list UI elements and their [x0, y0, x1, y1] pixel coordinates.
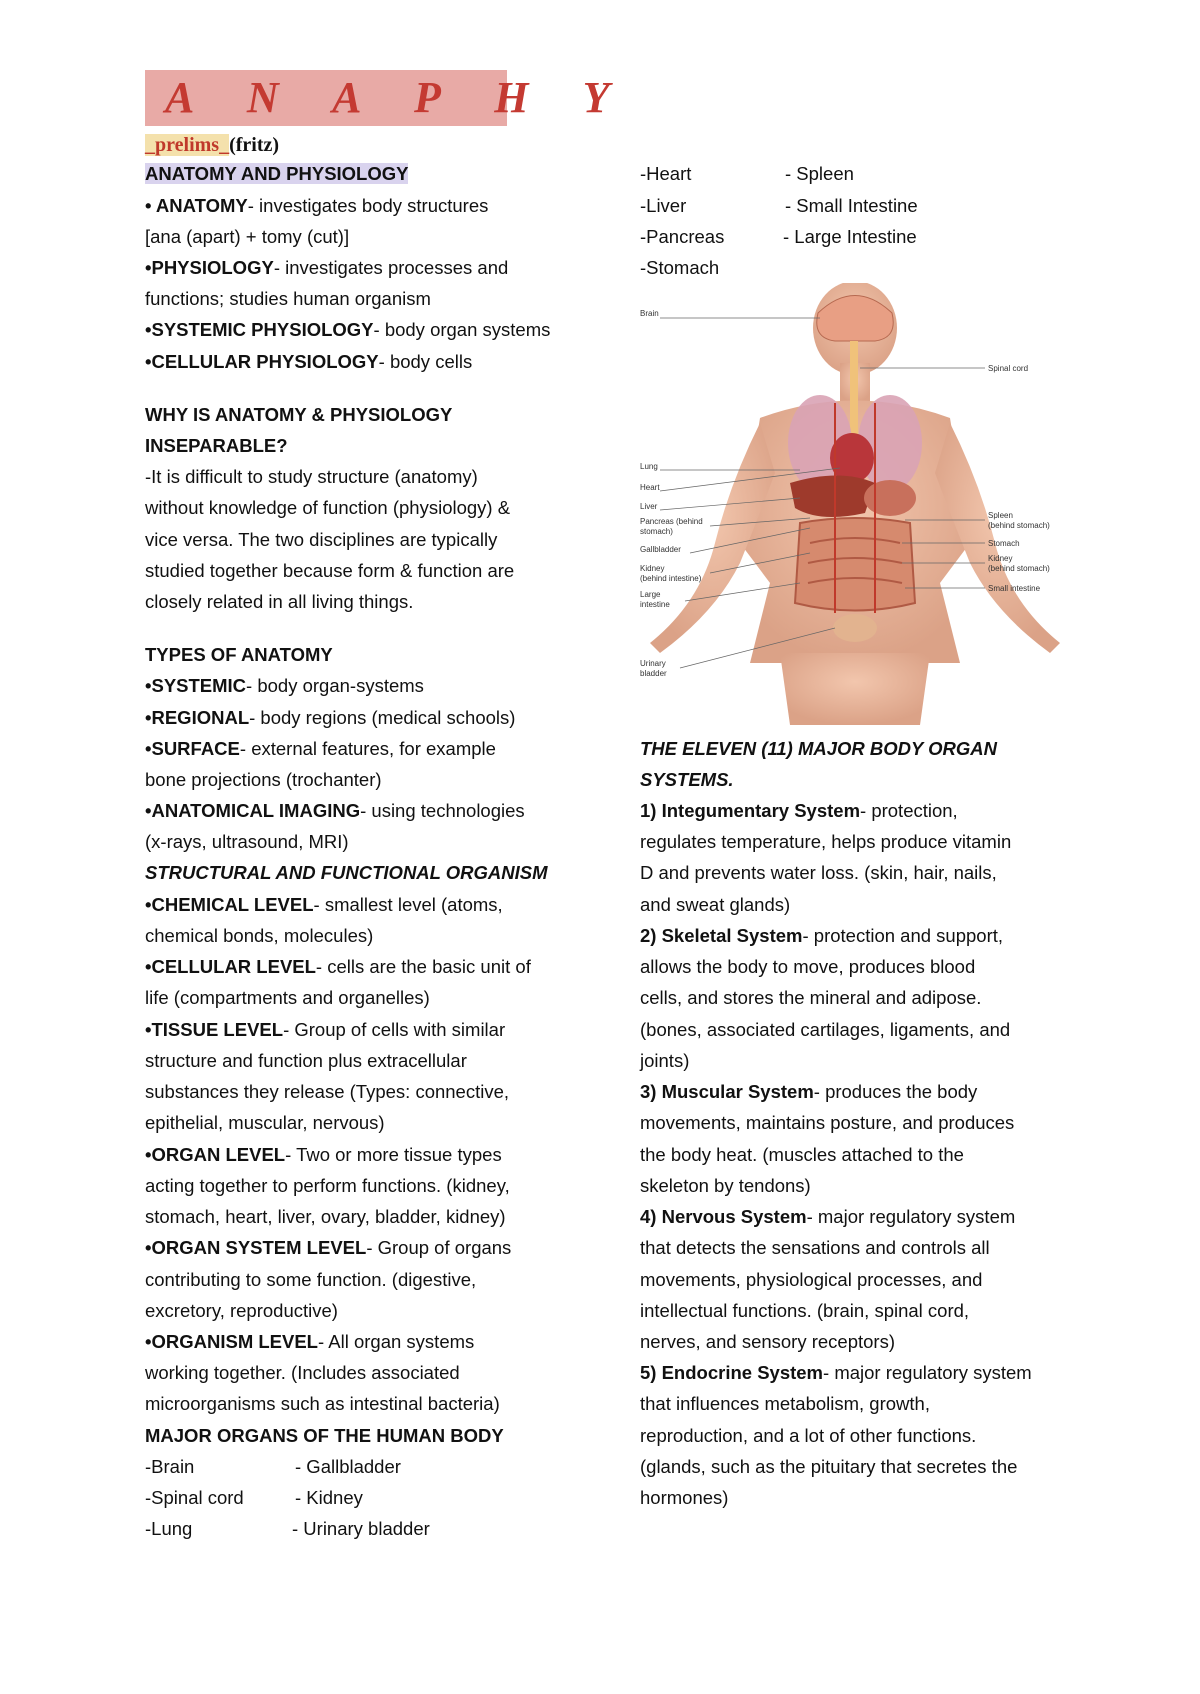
system-4-line: movements, physiological processes, and: [640, 1269, 983, 1290]
heart-shape: [830, 433, 874, 483]
organ-item: -Spinal cord: [145, 1487, 244, 1508]
system-4-line: nerves, and sensory receptors): [640, 1331, 896, 1352]
system-1-line: regulates temperature, helps produce vitamin: [640, 831, 1012, 852]
anatomy-definition: • ANATOMY- investigates body structures: [145, 195, 489, 216]
label-lung: Lung: [640, 462, 658, 471]
system-2: 2) Skeletal System- protection and support,: [640, 925, 1004, 946]
system-5: 5) Endocrine System- major regulatory system: [640, 1362, 1032, 1383]
eleven-heading: THE ELEVEN (11) MAJOR BODY ORGAN: [640, 738, 998, 759]
stomach-shape: [864, 480, 916, 516]
anatomy-etymology: [ana (apart) + tomy (cut)]: [145, 226, 350, 247]
anatomy-physiology-heading: ANATOMY AND PHYSIOLOGY: [145, 163, 409, 184]
system-5-line: that influences metabolism, growth,: [640, 1393, 930, 1414]
type-imaging-cont: (x-rays, ultrasound, MRI): [145, 831, 349, 852]
label-spleen: Spleen: [988, 511, 1013, 520]
label-liver: Liver: [640, 502, 658, 511]
why-text-line: vice versa. The two disciplines are typically: [145, 529, 498, 550]
type-imaging: •ANATOMICAL IMAGING- using technologies: [145, 800, 525, 821]
system-4-line: intellectual functions. (brain, spinal cord,: [640, 1300, 970, 1321]
eleven-heading-cont: SYSTEMS.: [640, 769, 734, 790]
structural-heading: STRUCTURAL AND FUNCTIONAL ORGANISM: [145, 862, 548, 883]
level-tissue-cont: substances they release (Types: connective,: [145, 1081, 510, 1102]
system-3-line: movements, maintains posture, and produces: [640, 1112, 1015, 1133]
label-brain: Brain: [640, 309, 659, 318]
type-surface: •SURFACE- external features, for example: [145, 738, 496, 759]
system-3-line: skeleton by tendons): [640, 1175, 811, 1196]
level-organism: •ORGANISM LEVEL- All organ systems: [145, 1331, 475, 1352]
organ-item: -Stomach: [640, 257, 720, 278]
level-organ-system-cont: contributing to some function. (digestive,: [145, 1269, 477, 1290]
why-text-line: studied together because form & function are: [145, 560, 515, 581]
system-2-line: allows the body to move, produces blood: [640, 956, 976, 977]
organ-item: -Liver: [640, 195, 687, 216]
level-tissue-cont: structure and function plus extracellular: [145, 1050, 467, 1071]
bladder-shape: [833, 614, 877, 642]
organ-item: - Kidney: [295, 1487, 363, 1508]
label-bladder: bladder: [640, 669, 667, 678]
why-text-line: without knowledge of function (physiology) &: [145, 497, 511, 518]
label-stomach: Stomach: [988, 539, 1020, 548]
why-heading-cont: INSEPARABLE?: [145, 435, 288, 456]
label-small-intestine: Small intestine: [988, 584, 1041, 593]
intestine-shape: [795, 518, 915, 611]
label-pancreas-cont: stomach): [640, 527, 673, 536]
system-3: 3) Muscular System- produces the body: [640, 1081, 978, 1102]
level-chemical-cont: chemical bonds, molecules): [145, 925, 374, 946]
organ-item: -Heart: [640, 163, 692, 184]
label-kidney-right: Kidney: [988, 554, 1013, 563]
level-organ-cont: acting together to perform functions. (kidney,: [145, 1175, 510, 1196]
type-surface-cont: bone projections (trochanter): [145, 769, 382, 790]
human-body-organ-diagram: [640, 283, 1070, 725]
label-kidney-right-cont: (behind stomach): [988, 564, 1050, 573]
system-3-line: the body heat. (muscles attached to the: [640, 1144, 964, 1165]
physiology-definition-cont: functions; studies human organism: [145, 288, 431, 309]
physiology-definition: •PHYSIOLOGY- investigates processes and: [145, 257, 509, 278]
system-1: 1) Integumentary System- protection,: [640, 800, 958, 821]
page-title: A N A P H Y: [165, 73, 632, 122]
organ-item: - Spleen: [785, 163, 854, 184]
cellular-physiology: •CELLULAR PHYSIOLOGY- body cells: [145, 351, 473, 372]
system-5-line: reproduction, and a lot of other functions.: [640, 1425, 977, 1446]
organ-item: - Urinary bladder: [292, 1518, 430, 1539]
level-tissue: •TISSUE LEVEL- Group of cells with similar: [145, 1019, 506, 1040]
level-organ: •ORGAN LEVEL- Two or more tissue types: [145, 1144, 502, 1165]
why-text-line: closely related in all living things.: [145, 591, 414, 612]
label-gallbladder: Gallbladder: [640, 545, 681, 554]
system-4: 4) Nervous System- major regulatory system: [640, 1206, 1016, 1227]
label-pancreas: Pancreas (behind: [640, 517, 703, 526]
organ-item: -Lung: [145, 1518, 193, 1539]
level-organ-system: •ORGAN SYSTEM LEVEL- Group of organs: [145, 1237, 512, 1258]
types-heading: TYPES OF ANATOMY: [145, 644, 333, 665]
level-organ-cont: stomach, heart, liver, ovary, bladder, kidney): [145, 1206, 506, 1227]
label-large-intestine-cont: intestine: [640, 600, 670, 609]
label-spleen-cont: (behind stomach): [988, 521, 1050, 530]
system-4-line: that detects the sensations and controls all: [640, 1237, 990, 1258]
organ-item: -Pancreas: [640, 226, 725, 247]
system-2-line: joints): [640, 1050, 690, 1071]
label-spinal-cord: Spinal cord: [988, 364, 1029, 373]
system-5-line: (glands, such as the pituitary that secretes the: [640, 1456, 1018, 1477]
level-chemical: •CHEMICAL LEVEL- smallest level (atoms,: [145, 894, 503, 915]
label-heart: Heart: [640, 483, 660, 492]
level-cellular: •CELLULAR LEVEL- cells are the basic unit of: [145, 956, 531, 977]
prelims-label: _prelims_: [145, 134, 230, 156]
type-systemic: •SYSTEMIC- body organ-systems: [145, 675, 424, 696]
why-text-line: -It is difficult to study structure (anatomy): [145, 466, 478, 487]
organ-item: - Large Intestine: [783, 226, 917, 247]
author-label: (fritz): [229, 134, 280, 156]
level-tissue-cont: epithelial, muscular, nervous): [145, 1112, 385, 1133]
subtitle: [145, 133, 279, 157]
label-kidney-left-cont: (behind intestine): [640, 574, 702, 583]
organ-item: - Small Intestine: [785, 195, 918, 216]
liver-shape: [790, 476, 875, 518]
organ-item: -Brain: [145, 1456, 195, 1477]
system-1-line: D and prevents water loss. (skin, hair, nails,: [640, 862, 997, 883]
type-regional: •REGIONAL- body regions (medical schools): [145, 707, 516, 728]
organ-item: - Gallbladder: [295, 1456, 401, 1477]
system-1-line: and sweat glands): [640, 894, 791, 915]
level-organism-cont: working together. (Includes associated: [145, 1362, 460, 1383]
system-5-line: hormones): [640, 1487, 729, 1508]
why-heading: WHY IS ANATOMY & PHYSIOLOGY: [145, 404, 453, 425]
label-kidney-left: Kidney: [640, 564, 665, 573]
label-urinary: Urinary: [640, 659, 666, 668]
level-organ-system-cont: excretory, reproductive): [145, 1300, 338, 1321]
systemic-physiology: •SYSTEMIC PHYSIOLOGY- body organ systems: [145, 319, 551, 340]
label-large-intestine: Large: [640, 590, 661, 599]
system-2-line: (bones, associated cartilages, ligaments, and: [640, 1019, 1011, 1040]
major-organs-heading: MAJOR ORGANS OF THE HUMAN BODY: [145, 1425, 504, 1446]
level-organism-cont: microorganisms such as intestinal bacteria): [145, 1393, 500, 1414]
level-cellular-cont: life (compartments and organelles): [145, 987, 430, 1008]
system-2-line: cells, and stores the mineral and adipose.: [640, 987, 982, 1008]
